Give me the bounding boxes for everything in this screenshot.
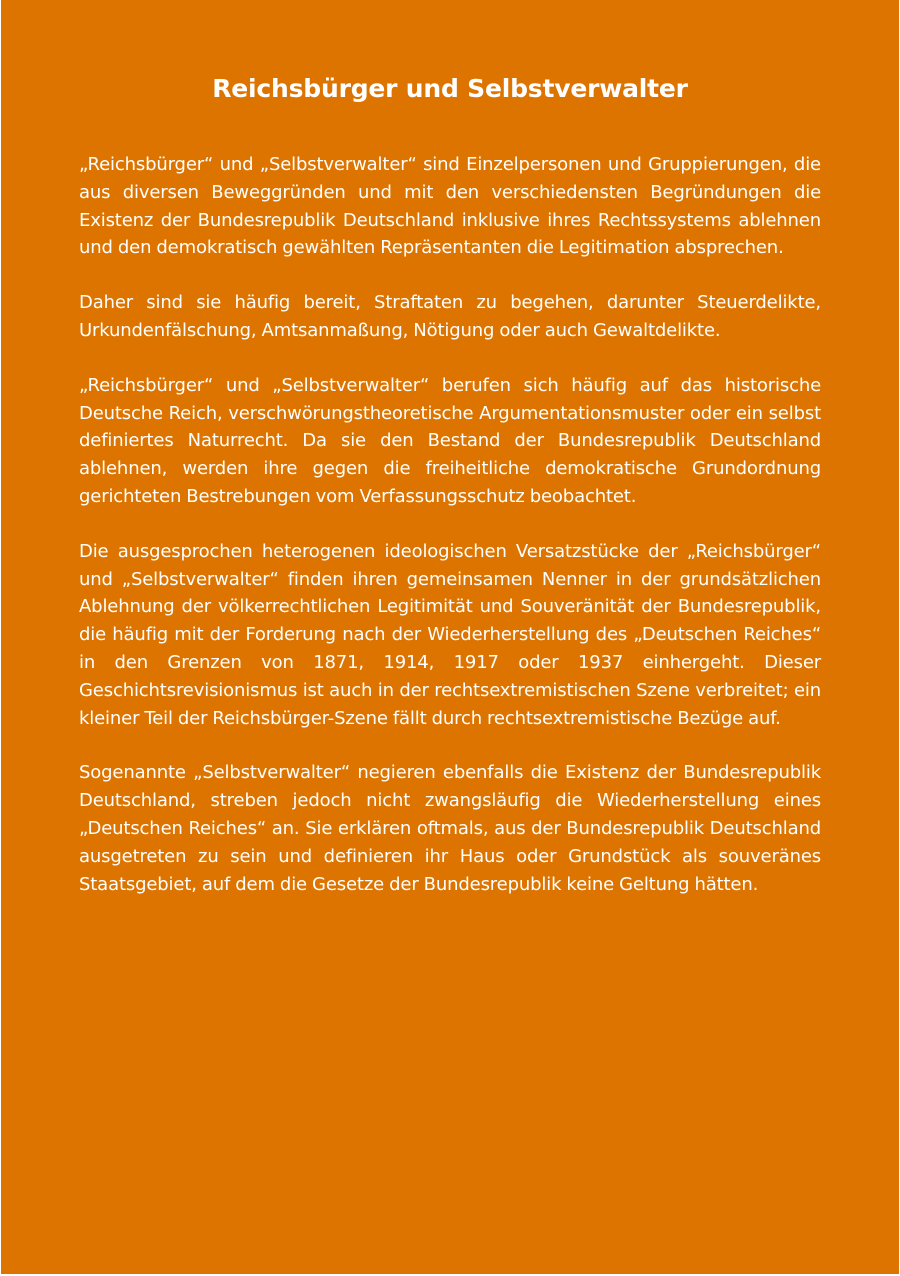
document-page bbox=[1, 0, 899, 1274]
paragraph-3: „Reichsbürger“ und „Selbstverwalter“ berufen sich häufig auf das historische Deutsche Reich, verschwörungstheoretische Argumentationsmuster oder ein selbst definiertes Naturrecht. Da sie den Bestand der Bundesrepublik Deutschland ablehnen, werden ihre gegen die freiheitliche demokratische Grundordnung gerichteten Bestrebungen vom Verfassungsschutz beobachtet. bbox=[79, 374, 821, 507]
paragraph-5: Sogenannte „Selbstverwalter“ negieren ebenfalls die Existenz der Bundesrepublik Deutschland, streben jedoch nicht zwangsläufig die Wiederherstellung eines „Deutschen Reiches“ an. Sie erklären oftmals, aus der Bundesrepublik Deutschland ausgetreten zu sein und definieren ihr Haus oder Grundstück als souveränes Staatsgebiet, auf dem die Gesetze der Bundesrepublik keine Geltung hätten. bbox=[79, 762, 821, 895]
body-text bbox=[79, 151, 821, 925]
paragraph-4: Die ausgesprochen heterogenen ideologischen Versatzstücke der „Reichsbürger“ und „Selbstverwalter“ finden ihren gemeinsamen Nenner in der grundsätzlichen Ablehnung der völkerrechtlichen Legitimität und Souveränität der Bundesrepublik, die häufig mit der Forderung nach der Wiederherstellung des „Deutschen Reiches“ in den Grenzen von 1871, 1914, 1917 oder 1937 einhergeht. Dieser Geschichtsrevisionismus ist auch in der rechtsextremistischen Szene verbreitet; ein kleiner Teil der Reichsbürger-Szene fällt durch rechtsextremistische Bezüge auf. bbox=[79, 540, 821, 729]
paragraph-2: Daher sind sie häufig bereit, Straftaten zu begehen, darunter Steuerdelikte, Urkundenfälschung, Amtsanmaßung, Nötigung oder auch Gewaltdelikte. bbox=[79, 292, 821, 341]
page-title: Reichsbürger und Selbstverwalter bbox=[212, 74, 688, 103]
paragraph-1: „Reichsbürger“ und „Selbstverwalter“ sind Einzelpersonen und Gruppierungen, die aus diversen Beweggründen und mit den verschiedensten Begründungen die Existenz der Bundesrepublik Deutschland inklusive ihres Rechtssystems ablehnen und den demokratisch gewählten Repräsentanten die Legitimation absprechen. bbox=[79, 154, 821, 259]
